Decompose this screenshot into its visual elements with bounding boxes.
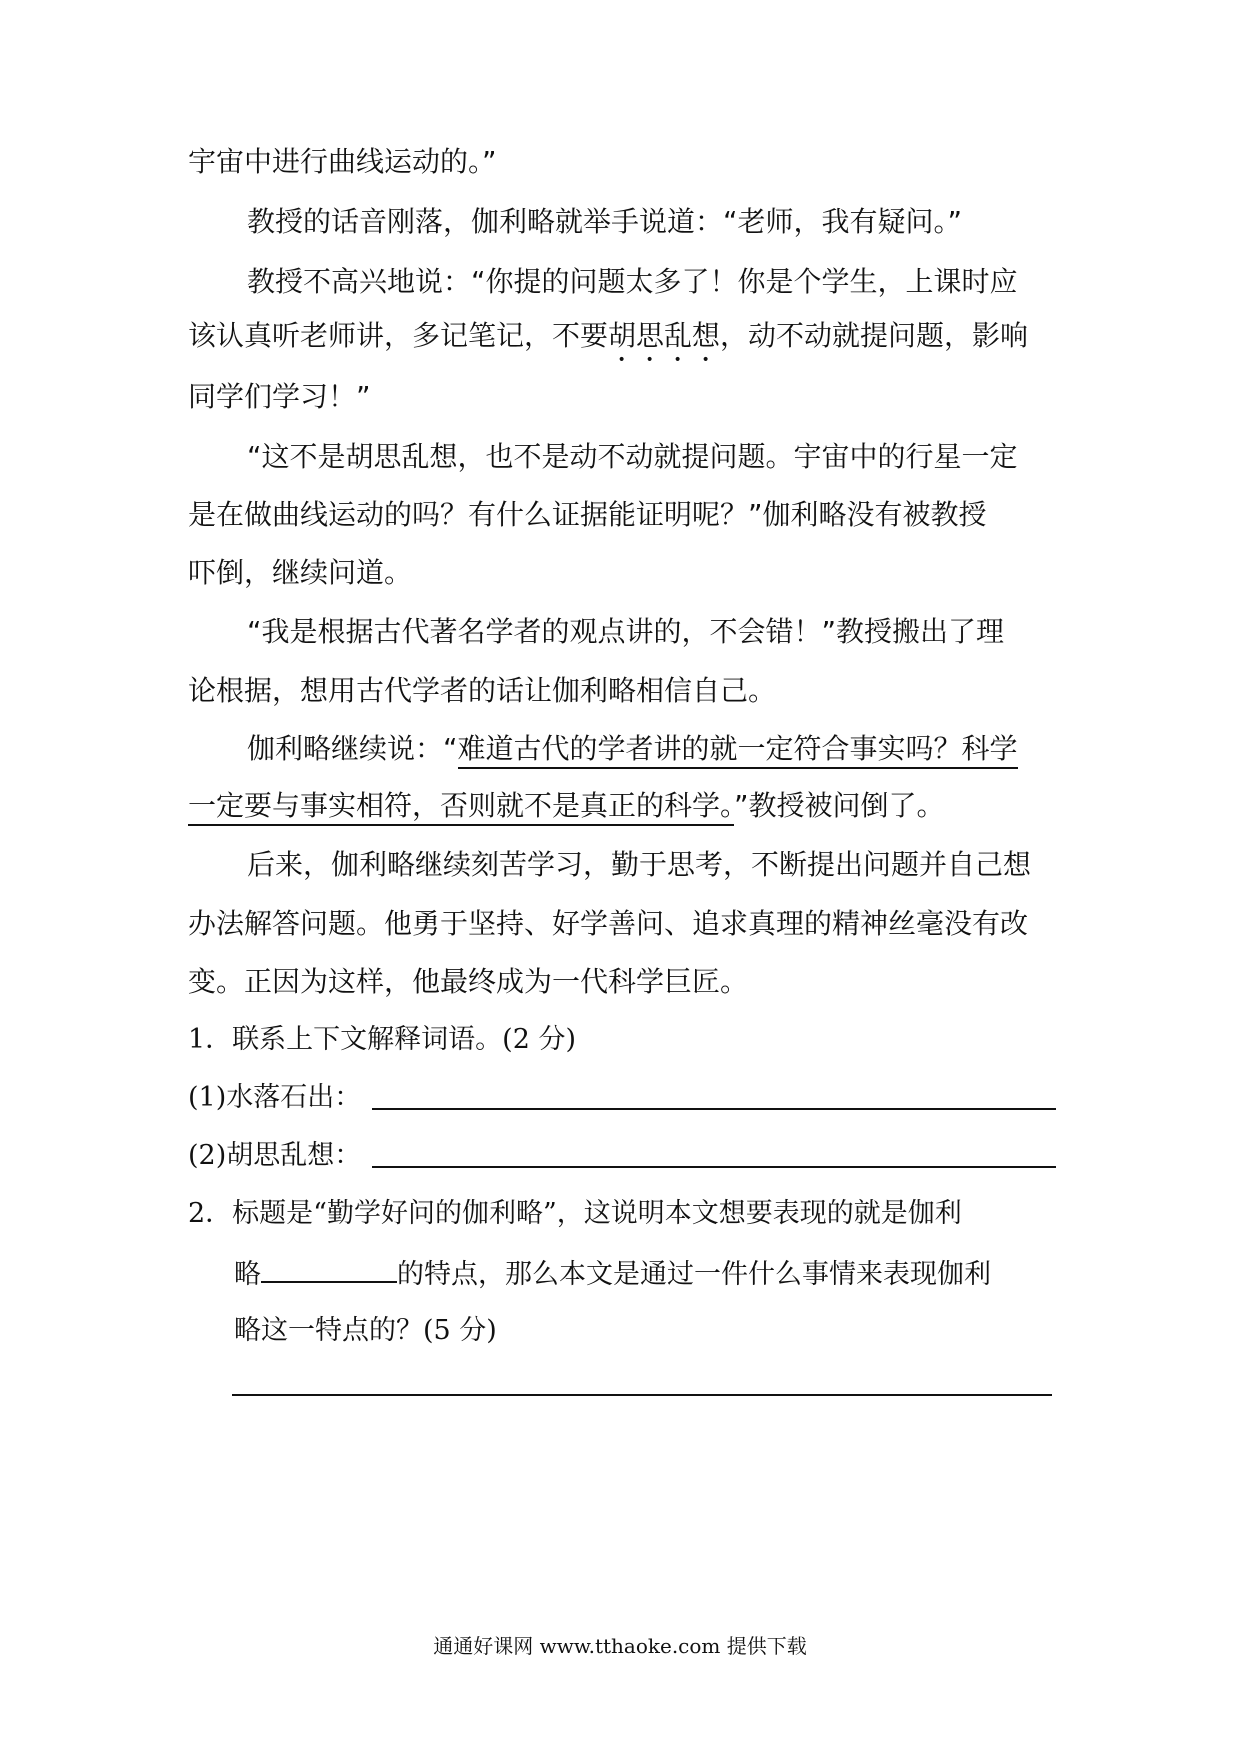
passage-line	[188, 786, 945, 826]
passage-line: “这不是胡思乱想，也不是动不动就提问题。宇宙中的行星一定	[247, 440, 1018, 473]
passage-line: 吓倒，继续问道。	[188, 556, 413, 589]
question-text: 略	[234, 1259, 261, 1290]
passage-line	[247, 729, 1018, 769]
answer-line-1-1[interactable]	[372, 1108, 1056, 1110]
passage-text: 该认真听老师讲，多记笔记，不要	[188, 319, 609, 352]
passage-line	[188, 316, 1028, 368]
passage-text: ”教授被问倒了。	[734, 789, 945, 822]
passage-line: 宇宙中进行曲线运动的。”	[188, 145, 497, 178]
question-2-line	[234, 1253, 991, 1295]
question-1: 1．联系上下文解释词语。(2 分)	[188, 1024, 577, 1055]
underlined-sentence: 一定要与事实相符，否则就不是真正的科学。	[188, 789, 734, 826]
question-text: 的特点，那么本文是通过一件什么事情来表现伽利	[397, 1259, 991, 1290]
footer-source: 通通好课网 www.tthaoke.com 提供下载	[433, 1634, 807, 1658]
passage-line: 是在做曲线运动的吗？有什么证据能证明呢？”伽利略没有被教授	[188, 498, 987, 531]
fill-in-blank[interactable]	[261, 1253, 397, 1283]
question-1-1-label: (1)水落石出：	[188, 1082, 362, 1113]
passage-line: 同学们学习！”	[188, 380, 371, 413]
passage-text: 伽利略继续说：“	[247, 732, 458, 765]
passage-line: 教授不高兴地说：“你提的问题太多了！你是个学生，上课时应	[247, 265, 1018, 298]
passage-line: “我是根据古代著名学者的观点讲的，不会错！”教授搬出了理	[247, 615, 1005, 648]
passage-text: ，动不动就提问题，影响	[720, 319, 1029, 352]
passage-line: 教授的话音刚落，伽利略就举手说道：“老师，我有疑问。”	[247, 205, 963, 238]
emphasized-word: 胡思乱想	[608, 319, 721, 352]
answer-line-2[interactable]	[232, 1394, 1052, 1396]
passage-line: 变。正因为这样，他最终成为一代科学巨匠。	[188, 965, 749, 998]
passage-line: 论根据，想用古代学者的话让伽利略相信自己。	[188, 674, 777, 707]
question-2-line: 略这一特点的？(5 分)	[234, 1315, 497, 1346]
question-2-line: 2．标题是“勤学好问的伽利略”，这说明本文想要表现的就是伽利	[188, 1198, 962, 1229]
passage-line: 后来，伽利略继续刻苦学习，勤于思考，不断提出问题并自己想	[247, 848, 1032, 881]
underlined-sentence: 难道古代的学者讲的就一定符合事实吗？科学	[458, 732, 1018, 769]
answer-line-1-2[interactable]	[372, 1166, 1056, 1168]
question-1-2-label: (2)胡思乱想：	[188, 1140, 362, 1171]
passage-line: 办法解答问题。他勇于坚持、好学善问、追求真理的精神丝毫没有改	[188, 907, 1029, 940]
